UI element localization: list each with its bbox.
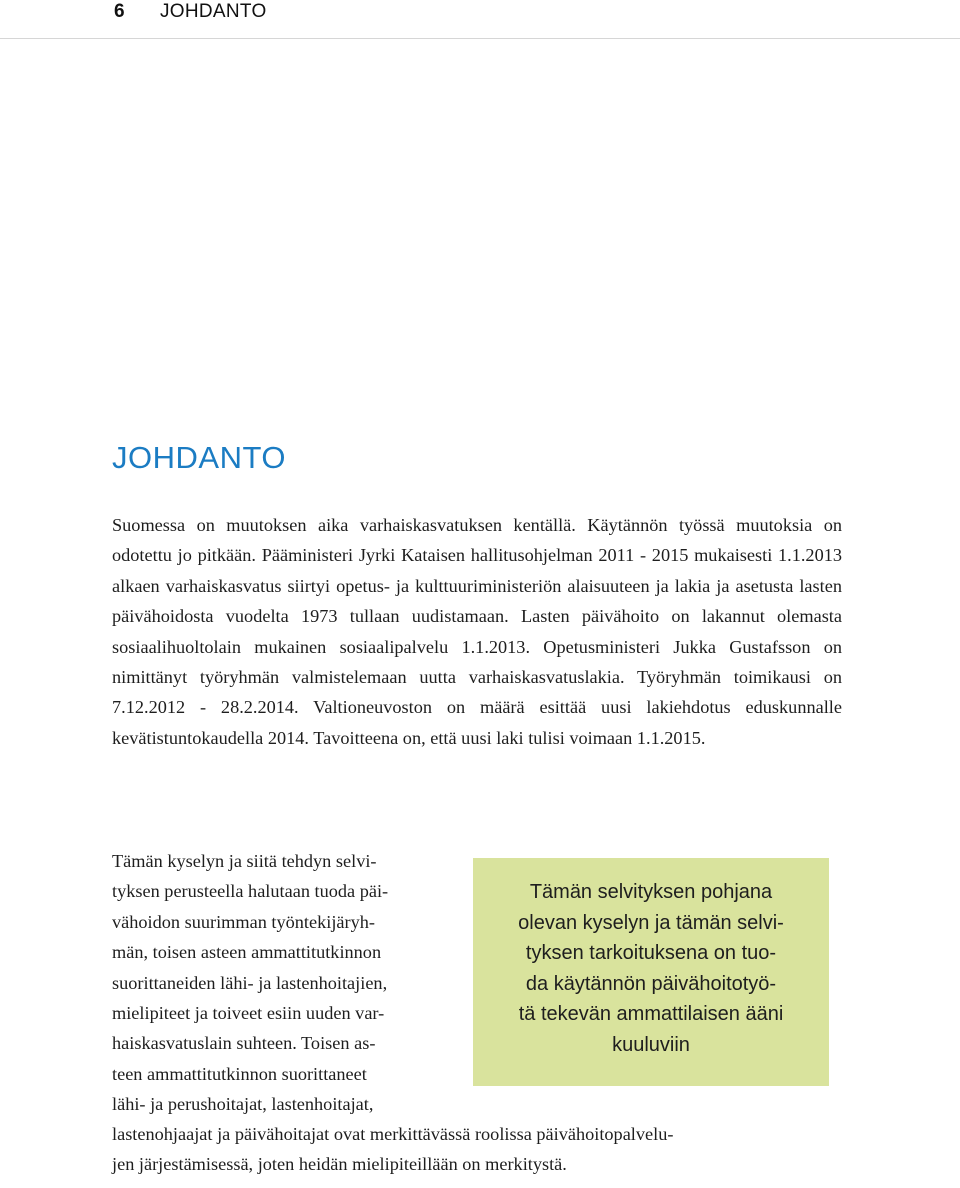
- paragraph-line: teen ammattitutkinnon suorittaneet: [112, 1063, 367, 1084]
- pull-quote-line: tä tekevän ammattilaisen ääni: [518, 1003, 784, 1026]
- pull-quote-line: olevan kyselyn ja tämän selvi-: [518, 911, 784, 934]
- pull-quote-line: Tämän selvityksen pohjana: [529, 881, 773, 903]
- pull-quote-box: [473, 858, 829, 1086]
- paragraph-line: tyksen perusteella halutaan tuoda päi-: [112, 881, 389, 902]
- page-header: [0, 0, 960, 39]
- intro-paragraph: Suomessa on muutoksen aika varhaiskasvatuksen kentällä. Käytännön työssä muutoksia on odotettu jo pitkään. Pääministeri Jyrki Kataisen hallitusohjelman 2011 - 2015 mukaisesti 1.1.2013 alkaen varhaiskasvatus siirtyi opetus- ja kulttuuriministeriön alaisuuteen ja lakia ja asetusta lasten päivähoidosta vuodelta 1973 tullaan uudistamaan. Lasten päivähoito on lakannut olemasta sosiaalihuoltolain mukainen sosiaalipalvelu 1.1.2013. Opetusministeri Jukka Gustafsson on nimittänyt työryhmän valmistelemaan uutta varhaiskasvatuslakia. Työryhmän toimikausi on 7.12.2012 - 28.2.2014. Valtioneuvoston on määrä esittää uusi lakiehdotus eduskunnalle kevätistuntokaudella 2014. Tavoitteena on, että uusi laki tulisi voimaan 1.1.2015.: [112, 515, 842, 748]
- paragraph-line: suorittaneiden lähi- ja lastenhoitajien,: [112, 972, 388, 993]
- pull-quote-line: tyksen tarkoituksena on tuo-: [525, 942, 777, 965]
- running-head: JOHDANTO: [160, 1, 267, 22]
- survey-paragraph-full-width: [112, 1119, 852, 1180]
- chapter-title: JOHDANTO: [112, 440, 286, 475]
- survey-paragraph-column: [112, 846, 462, 1120]
- paragraph-line: vähoidon suurimman työntekijäryh-: [112, 911, 375, 932]
- paragraph-line: lähi- ja perushoitajat, lastenhoitajat,: [112, 1094, 374, 1115]
- paragraph-line: lastenohjaajat ja päivähoitajat ovat merkittävässä roolissa päivähoitopalvelu-: [112, 1124, 674, 1144]
- pull-quote-line: da käytännön päivähoitotyö-: [525, 972, 777, 995]
- paragraph-line: jen järjestämisessä, joten heidän mielipiteillään on merkitystä.: [112, 1154, 567, 1175]
- paragraph-line: Tämän kyselyn ja siitä tehdyn selvi-: [112, 851, 377, 871]
- paragraph-line: mielipiteet ja toiveet esiin uuden var-: [112, 1003, 385, 1024]
- pull-quote-line: kuuluviin: [612, 1033, 690, 1056]
- paragraph-line: haiskasvatuslain suhteen. Toisen as-: [112, 1033, 376, 1054]
- page-number: 6: [114, 1, 125, 22]
- paragraph-line: män, toisen asteen ammattitutkinnon: [112, 942, 382, 963]
